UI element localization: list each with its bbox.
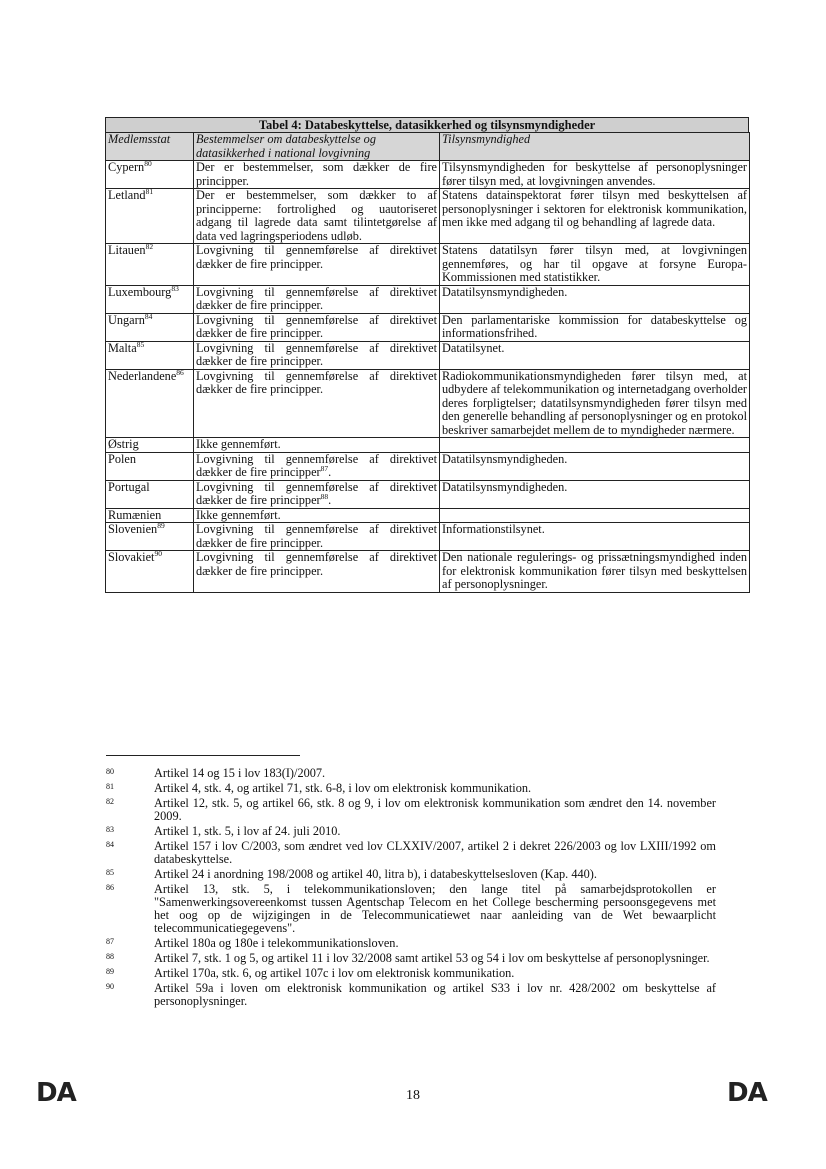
rules-text: Lovgivning til gennemførelse af direktivet dækker de fire principper. <box>196 340 437 368</box>
authority-cell: Datatilsynet. <box>440 341 750 369</box>
footnote-number: 88 <box>106 952 114 961</box>
language-code-right: DA <box>727 1078 767 1108</box>
table-title: Tabel 4: Databeskyttelse, datasikkerhed og tilsynsmyndigheder <box>105 117 749 132</box>
rules-text: Ikke gennemført. <box>196 437 281 451</box>
member-state-cell <box>106 341 194 369</box>
page-number: 18 <box>406 1088 420 1103</box>
footnote-text: Artikel 59a i loven om elektronisk kommunikation og artikel S33 i lov nr. 428/2002 om beskyttelse af personoplysninger. <box>154 981 716 1008</box>
rules-cell <box>194 244 440 286</box>
rules-text: Der er bestemmelser, som dækker to af principperne: fortrolighed og uautoriseret adgang til lagrede data samt tilintetgørelse af data ved lagringsperiodens udløb. <box>196 188 437 243</box>
member-state-name: Slovenien <box>108 522 158 536</box>
footnote-text: Artikel 157 i lov C/2003, som ændret ved lov CLXXIV/2007, artikel 2 i dekret 226/2003 og lov LXIII/1992 om databeskyttelse. <box>154 839 716 866</box>
footnote-ref: 82 <box>145 241 154 251</box>
rules-text: Lovgivning til gennemførelse af direktivet dækker de fire principper. <box>196 368 437 396</box>
member-state-name: Luxembourg <box>108 284 172 299</box>
footnote-ref: 88 <box>320 491 329 501</box>
footnote-number: 90 <box>106 982 114 991</box>
footnote-number: 89 <box>106 967 114 976</box>
rules-cell <box>194 189 440 244</box>
rules-cell <box>194 508 440 523</box>
rules-text: Lovgivning til gennemførelse af direktivet dækker de fire principper. <box>196 284 437 312</box>
footnote-number: 81 <box>106 782 114 791</box>
table-row <box>106 523 750 551</box>
member-state-cell <box>106 480 194 508</box>
member-state-cell <box>106 369 194 438</box>
footnote-number: 86 <box>106 883 114 892</box>
authority-cell: Informationstilsynet. <box>440 523 750 551</box>
footnote-item <box>106 825 716 838</box>
rules-text: Der er bestemmelser, som dækker de fire principper. <box>196 160 437 188</box>
rules-cell <box>194 161 440 189</box>
footnote-ref: 83 <box>171 283 179 293</box>
rules-text: Lovgivning til gennemførelse af direktivet dækker de fire principper <box>196 479 437 507</box>
authority-cell: Den nationale regulerings- og prissætningsmyndighed inden for elektronisk kommunikation fører tilsyn med beskyttelsen af personoplysninger. <box>440 551 750 593</box>
footnote-text: Artikel 24 i anordning 198/2008 og artikel 40, litra b), i databeskyttelsesloven (Kap. 440). <box>154 867 597 881</box>
member-state-name: Slovakiet <box>108 550 155 564</box>
footnote-number: 85 <box>106 868 114 877</box>
member-state-cell <box>106 508 194 523</box>
member-state-name: Ungarn <box>108 312 145 327</box>
footnote-number: 84 <box>106 840 114 849</box>
header-authority: Tilsynsmyndighed <box>440 133 750 161</box>
rules-cell <box>194 523 440 551</box>
member-state-name: Cypern <box>108 160 145 174</box>
header-rules: Bestemmelser om databeskyttelse og datasikkerhed i national lovgivning <box>194 133 440 161</box>
footnote-item <box>106 797 716 823</box>
table-row <box>106 161 750 189</box>
footnote-ref: 84 <box>144 311 153 321</box>
language-code-left: DA <box>36 1078 76 1108</box>
rules-cell <box>194 480 440 508</box>
member-state-cell <box>106 186 194 244</box>
footnote-ref: 85 <box>136 339 145 349</box>
rules-cell <box>194 341 440 369</box>
member-state-cell <box>106 313 194 341</box>
member-state-name: Polen <box>108 451 137 466</box>
member-state-cell <box>106 452 194 480</box>
footnote-item <box>106 782 716 795</box>
footnote-ref: 89 <box>157 520 165 530</box>
rules-cell <box>194 369 440 438</box>
rules-text: Lovgivning til gennemførelse af direktivet dækker de fire principper. <box>196 522 437 550</box>
authority-cell: Statens datatilsyn fører tilsyn med, at lovgivningen gennemføres, og har til opgave at forsyne Europa-Kommissionen med statistikker. <box>440 244 750 286</box>
authority-cell: Den parlamentariske kommission for databeskyttelse og informationsfrihed. <box>440 313 750 341</box>
table-header-row <box>106 133 750 161</box>
footnote-text: Artikel 4, stk. 4, og artikel 71, stk. 6-8, i lov om elektronisk kommunikation. <box>154 781 532 795</box>
member-state-cell <box>106 241 194 286</box>
authority-cell: Statens datainspektorat fører tilsyn med beskyttelsen af personoplysninger i sektoren for elektronisk kommunikation, men ikke med adgang til og behandling af lagrede data. <box>440 189 750 244</box>
table-row <box>106 452 750 480</box>
footnote-text: Artikel 13, stk. 5, i telekommunikationsloven; den lange titel på samarbejdsprotokollen er "Samenwerkingsovereenkomst tussen Agentschap Telecom en het College bescherming persoonsgegevens met het oog op de wijzigingen in de Telecommunicatiewet naar aanleiding van de Wet bewaarplicht telecommunicatiegegevens". <box>154 882 716 935</box>
rules-cell <box>194 313 440 341</box>
rules-text: Ikke gennemført. <box>196 507 281 522</box>
rules-text: Lovgivning til gennemførelse af direktivet dækker de fire principper. <box>196 243 437 271</box>
rules-text: Lovgivning til gennemførelse af direktivet dækker de fire principper. <box>196 312 437 340</box>
footnote-text: Artikel 7, stk. 1 og 5, og artikel 11 i lov 32/2008 samt artikel 53 og 54 i lov om beskyttelse af personoplysninger. <box>154 951 710 965</box>
member-state-name: Østrig <box>108 437 139 451</box>
authority-cell: Datatilsynsmyndigheden. <box>440 480 750 508</box>
member-state-cell <box>106 548 194 593</box>
footnote-item <box>106 767 716 780</box>
table-row <box>106 438 750 453</box>
footnote-item <box>106 982 716 1008</box>
rules-cell <box>194 285 440 313</box>
footnote-item <box>106 883 716 935</box>
footnote-text: Artikel 170a, stk. 6, og artikel 107c i lov om elektronisk kommunikation. <box>154 966 515 980</box>
footnote-ref: 81 <box>145 186 154 196</box>
footnote-separator <box>106 755 300 756</box>
member-state-cell <box>106 520 194 551</box>
authority-cell <box>440 438 750 453</box>
authority-cell <box>440 508 750 523</box>
authority-cell: Radiokommunikationsmyndigheden fører tilsyn med, at udbydere af telekommunikation og internetadgang overholder deres forpligtelser; datatilsynsmyndigheden fører tilsyn med den generelle behandling af personoplysninger og en protokol beskriver samarbejdet mellem de to myndigheder nærmere. <box>440 369 750 438</box>
footnote-ref: 80 <box>144 158 152 168</box>
footnotes <box>106 767 716 1010</box>
footnote-text: Artikel 12, stk. 5, og artikel 66, stk. 8 og 9, i lov om elektronisk kommunikation som ændret den 14. november 2009. <box>154 796 716 823</box>
footnote-item <box>106 840 716 866</box>
table-row <box>106 244 750 286</box>
rules-cell <box>194 551 440 593</box>
table-row <box>106 341 750 369</box>
authority-cell: Datatilsynsmyndigheden. <box>440 285 750 313</box>
table-row <box>106 285 750 313</box>
sentence-period: . <box>328 465 332 479</box>
footnote-item <box>106 937 716 950</box>
footnote-item <box>106 952 716 965</box>
member-state-name: Rumænien <box>108 507 162 522</box>
rules-text: Lovgivning til gennemførelse af direktivet dækker de fire principper <box>196 451 437 479</box>
authority-cell: Datatilsynsmyndigheden. <box>440 452 750 480</box>
member-state-name: Letland <box>108 188 146 202</box>
table-row <box>106 508 750 523</box>
footnote-text: Artikel 1, stk. 5, i lov af 24. juli 2010. <box>154 824 341 838</box>
member-state-name: Malta <box>108 340 137 355</box>
sentence-period: . <box>328 493 332 507</box>
table-row <box>106 369 750 438</box>
table-row <box>106 313 750 341</box>
footnote-ref: 86 <box>176 367 184 377</box>
table-row <box>106 551 750 593</box>
footnote-item <box>106 868 716 881</box>
rules-cell <box>194 452 440 480</box>
table-grid <box>105 132 750 593</box>
footnote-number: 87 <box>106 937 114 946</box>
authority-cell: Tilsynsmyndigheden for beskyttelse af personoplysninger fører tilsyn med, at lovgivningen anvendes. <box>440 161 750 189</box>
member-state-name: Portugal <box>108 479 150 494</box>
rules-cell <box>194 438 440 453</box>
footnote-number: 80 <box>106 767 114 776</box>
member-state-cell <box>106 158 194 189</box>
table-row <box>106 480 750 508</box>
header-member-state: Medlemsstat <box>106 133 194 161</box>
footnote-ref: 90 <box>154 548 162 558</box>
footnote-item <box>106 967 716 980</box>
footnote-number: 82 <box>106 797 114 806</box>
footnote-ref: 87 <box>320 463 329 473</box>
member-state-cell <box>106 438 194 453</box>
data-protection-table <box>105 117 749 593</box>
member-state-name: Nederlandene <box>108 368 177 383</box>
rules-text: Lovgivning til gennemførelse af direktivet dækker de fire principper. <box>196 550 437 578</box>
footnote-text: Artikel 14 og 15 i lov 183(I)/2007. <box>154 766 326 780</box>
member-state-cell <box>106 285 194 313</box>
member-state-name: Litauen <box>108 243 146 257</box>
footnote-text: Artikel 180a og 180e i telekommunikationsloven. <box>154 936 399 950</box>
table-row <box>106 189 750 244</box>
footnote-number: 83 <box>106 825 114 834</box>
